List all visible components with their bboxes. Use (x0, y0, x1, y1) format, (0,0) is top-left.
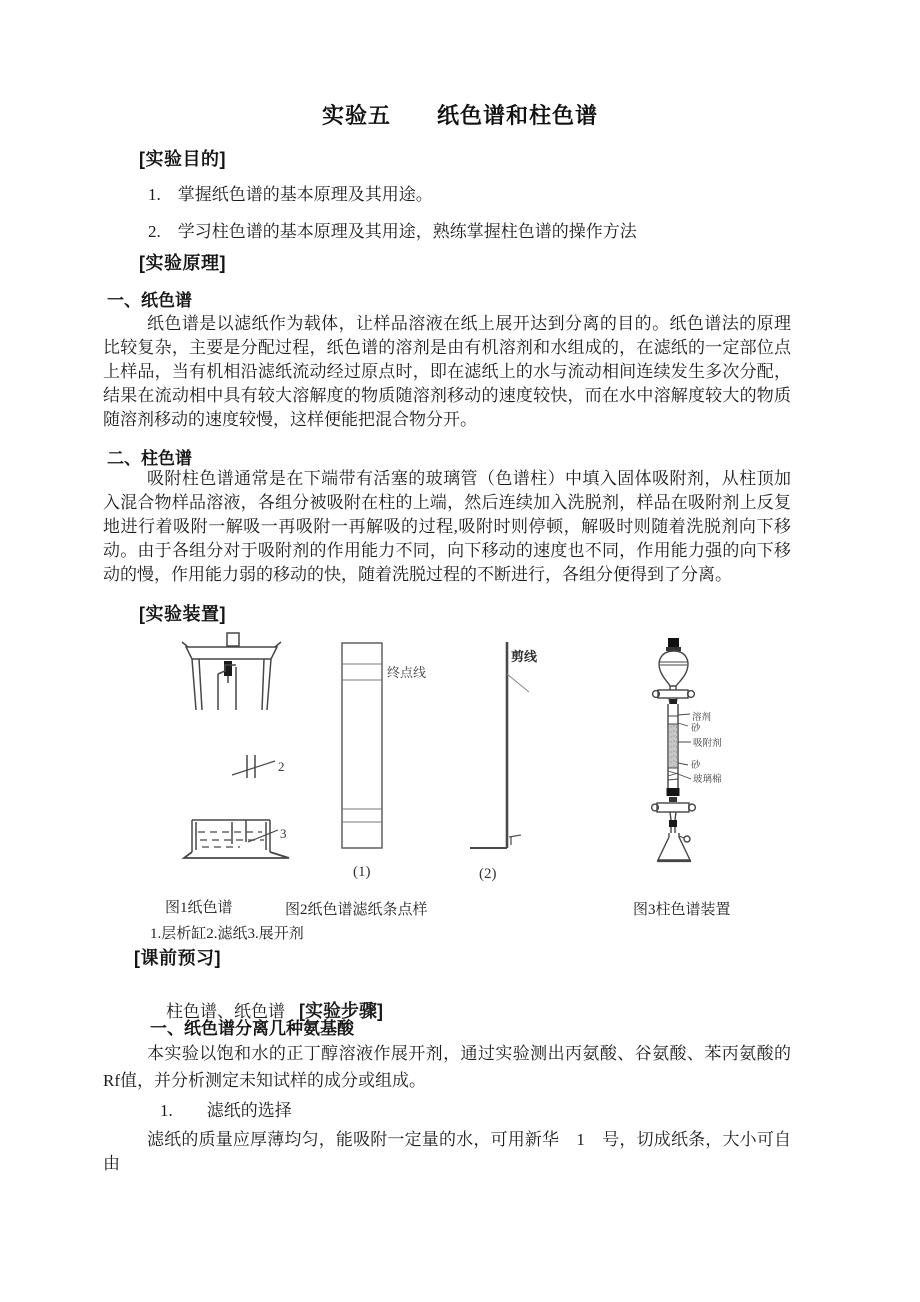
objective-item-1: 1. 掌握纸色谱的基本原理及其用途。 (148, 185, 433, 204)
tank-wall-right (262, 659, 271, 710)
column-chromatography-paragraph: 吸附柱色谱通常是在下端带有活塞的玻璃管（色谱柱）中填入固体吸附剂，从柱顶加入混合物样品溶液，各组分被吸附在柱的上端，然后连续加入洗脱剂，样品在吸附剂上反复地进行着吸附一解吸一再吸附一再解吸的过程,吸附时则停顿，解吸时则随着洗脱剂向下移动。由于各组分对于吸附剂的作用能力不同，向下移动的速度也不同，作用能力强的向下移动的慢，作用能力弱的移动的快，随着洗脱过程的不断进行，各组分便得到了分离。 (103, 469, 791, 584)
page-title: 实验五 纸色谱和柱色谱 (321, 103, 598, 128)
apparatus-heading: [实验装置] (139, 604, 226, 624)
procedure-intro-paragraph: 本实验以饱和水的正丁醇溶液作展开剂，通过实验测出丙氨酸、谷氨酸、苯丙氨酸的Rf值，并分析测定未知试样的成分或组成。 (103, 1044, 791, 1090)
filter-strip-1 (342, 643, 382, 848)
preview-content: 柱色谱、纸色谱 (166, 1002, 285, 1021)
principle-heading: [实验原理] (139, 253, 226, 273)
sand-lower-label: 砂 (691, 761, 701, 771)
glass-wool-label: 玻璃棉 (693, 775, 722, 785)
fig2-sub2-label: (2) (479, 866, 497, 882)
upper-stopcock (658, 690, 688, 698)
fig1-legend: 1.层析缸2.滤纸3.展开剂 (150, 926, 304, 942)
flask-side-spout (684, 836, 690, 842)
fig1-marker-3: 3 (280, 826, 287, 841)
fig1-marker-2: 2 (278, 759, 285, 774)
strip1-marking-lines (342, 664, 382, 822)
tank-lid (186, 647, 277, 659)
step1-heading: 1. 滤纸的选择 (160, 1101, 292, 1120)
funnel-liquid-level (660, 662, 687, 665)
marker2-leader-line (232, 761, 275, 775)
column-apparatus-drawing (652, 638, 696, 861)
lower-stopcock (657, 803, 689, 812)
column-chromatography-subheading: 二、柱色谱 (107, 449, 192, 468)
cut-line-leader (507, 674, 529, 692)
sand-upper-label: 砂 (691, 724, 701, 734)
end-line-label: 终点线 (387, 665, 427, 680)
strips-drawing (342, 642, 529, 848)
fig3-column-chromatography-drawing (645, 630, 793, 890)
steps-heading: [实验步骤] (299, 1001, 383, 1021)
strip2-corner-mark (509, 835, 521, 845)
fig2-caption: 图2纸色谱滤纸条点样 (285, 902, 428, 918)
fig1-paper-chromatography-drawing (178, 630, 296, 888)
fig2-filter-strip-drawing (340, 630, 572, 888)
glass-wool-squiggle (668, 771, 678, 780)
cut-line-label: 剪线 (511, 649, 538, 664)
adsorbent-packing (669, 725, 677, 768)
amino-acid-subheading: 一、纸色谱分离几种氨基酸 (150, 1019, 354, 1038)
tank-drawing (182, 633, 289, 858)
adsorbent-label: 吸附剂 (693, 739, 722, 749)
paper-chromatography-paragraph: 纸色谱是以滤纸作为载体，让样品溶液在纸上展开达到分离的目的。纸色谱法的原理比较复杂，主要是分配过程，纸色谱的溶剂是由有机溶剂和水组成的，在滤纸的一定部位点上样品，当有机相沿滤纸流动经过原点时，即在滤纸上的水与流动相间连续发生多次分配，结果在流动相中具有较大溶解度的物质随溶剂移动的速度较快，而在水中溶解度较大的物质随溶剂移动的速度较慢，这样便能把混合物分开。 (103, 314, 791, 429)
solvent-label: 溶剂 (692, 713, 712, 723)
objectives-heading: [实验目的] (139, 149, 226, 169)
label-leader-lines (678, 714, 691, 779)
tank-wall-left (192, 659, 202, 710)
fig1-caption: 图1纸色谱 (165, 900, 233, 916)
paper-strip-middle (247, 755, 255, 778)
funnel-stopper (668, 638, 679, 648)
paper-chromatography-subheading: 一、纸色谱 (107, 291, 192, 310)
fig3-caption: 图3柱色谱装置 (633, 902, 731, 918)
preview-heading: [课前预习] (134, 948, 221, 968)
fig2-sub1-label: (1) (353, 864, 371, 880)
step1-paragraph: 滤纸的质量应厚薄均匀，能吸附一定量的水，可用新华 1 号，切成纸条，大小可自由 (103, 1130, 791, 1173)
objective-item-2: 2. 学习柱色谱的基本原理及其用途，熟练掌握柱色谱的操作方法 (148, 222, 637, 241)
tank-lid-knob (227, 633, 239, 646)
separatory-funnel-bulb (659, 651, 688, 686)
